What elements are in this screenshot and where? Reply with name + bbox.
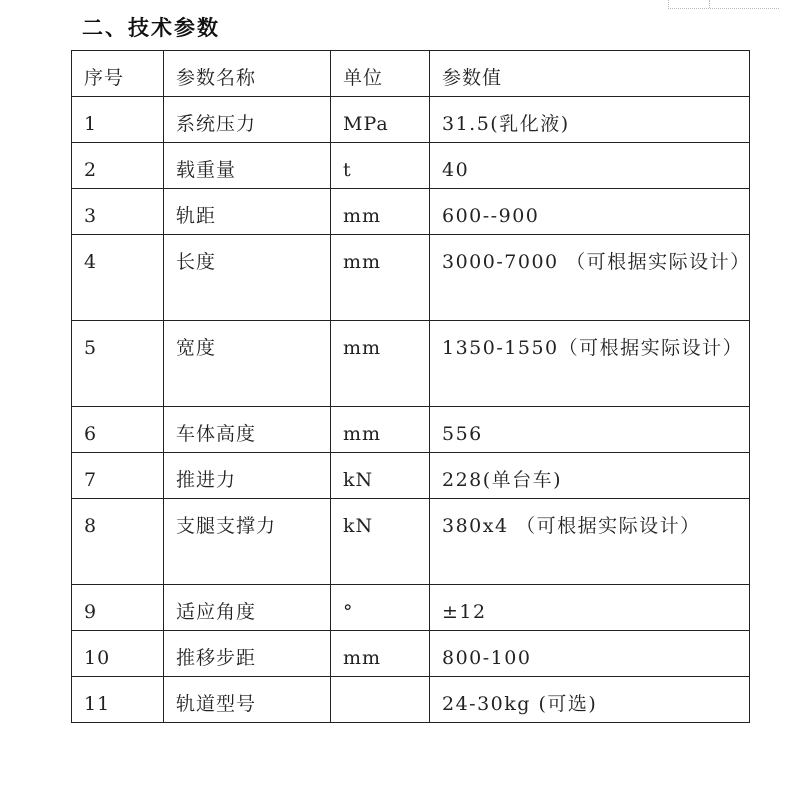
cell-name: 载重量 xyxy=(164,143,331,189)
table-row xyxy=(72,235,750,321)
cell-no: 1 xyxy=(72,97,164,143)
cell-name: 车体高度 xyxy=(164,407,331,453)
cell-no: 6 xyxy=(72,407,164,453)
table-row xyxy=(72,97,750,143)
cell-value: 31.5(乳化液) xyxy=(430,97,750,143)
cell-value: 1350-1550（可根据实际设计） xyxy=(430,321,750,407)
cell-value: 3000-7000 （可根据实际设计） xyxy=(430,235,750,321)
cell-name: 长度 xyxy=(164,235,331,321)
cell-no: 4 xyxy=(72,235,164,321)
cell-value: 600--900 xyxy=(430,189,750,235)
cell-unit: kN xyxy=(331,453,430,499)
cell-no: 11 xyxy=(72,677,164,723)
cell-value: 228(单台车) xyxy=(430,453,750,499)
cell-unit: MPa xyxy=(331,97,430,143)
cell-unit: kN xyxy=(331,499,430,585)
cell-unit: mm xyxy=(331,321,430,407)
table-row xyxy=(72,321,750,407)
cell-value: 40 xyxy=(430,143,750,189)
cell-unit xyxy=(331,677,430,723)
table-row xyxy=(72,143,750,189)
cell-name: 轨道型号 xyxy=(164,677,331,723)
table-row xyxy=(72,407,750,453)
cell-name: 推进力 xyxy=(164,453,331,499)
cell-value: 24-30kg (可选) xyxy=(430,677,750,723)
section-title: 二、技术参数 xyxy=(82,15,220,40)
header-no: 序号 xyxy=(72,51,164,97)
cell-unit: t xyxy=(331,143,430,189)
header-unit: 单位 xyxy=(331,51,430,97)
table-header-row xyxy=(72,51,750,97)
cell-no: 10 xyxy=(72,631,164,677)
cell-no: 5 xyxy=(72,321,164,407)
cell-value: 556 xyxy=(430,407,750,453)
cell-name: 适应角度 xyxy=(164,585,331,631)
cell-no: 7 xyxy=(72,453,164,499)
cell-unit: mm xyxy=(331,631,430,677)
table-row xyxy=(72,499,750,585)
cell-name: 支腿支撑力 xyxy=(164,499,331,585)
cell-unit: ° xyxy=(331,585,430,631)
technical-parameters-table xyxy=(71,50,750,723)
cell-no: 3 xyxy=(72,189,164,235)
cell-value: 800-100 xyxy=(430,631,750,677)
table-body xyxy=(72,51,750,723)
table-row xyxy=(72,453,750,499)
cell-name: 轨距 xyxy=(164,189,331,235)
table-row xyxy=(72,189,750,235)
cell-no: 2 xyxy=(72,143,164,189)
cell-value: ±12 xyxy=(430,585,750,631)
cell-name: 推移步距 xyxy=(164,631,331,677)
cell-name: 宽度 xyxy=(164,321,331,407)
page-corner-marks xyxy=(668,0,779,9)
table-row xyxy=(72,585,750,631)
cell-value: 380x4 （可根据实际设计） xyxy=(430,499,750,585)
table-row xyxy=(72,677,750,723)
cell-unit: mm xyxy=(331,407,430,453)
table-row xyxy=(72,631,750,677)
cell-unit: mm xyxy=(331,189,430,235)
cell-no: 8 xyxy=(72,499,164,585)
header-value: 参数值 xyxy=(430,51,750,97)
cell-unit: mm xyxy=(331,235,430,321)
cell-no: 9 xyxy=(72,585,164,631)
header-name: 参数名称 xyxy=(164,51,331,97)
cell-name: 系统压力 xyxy=(164,97,331,143)
